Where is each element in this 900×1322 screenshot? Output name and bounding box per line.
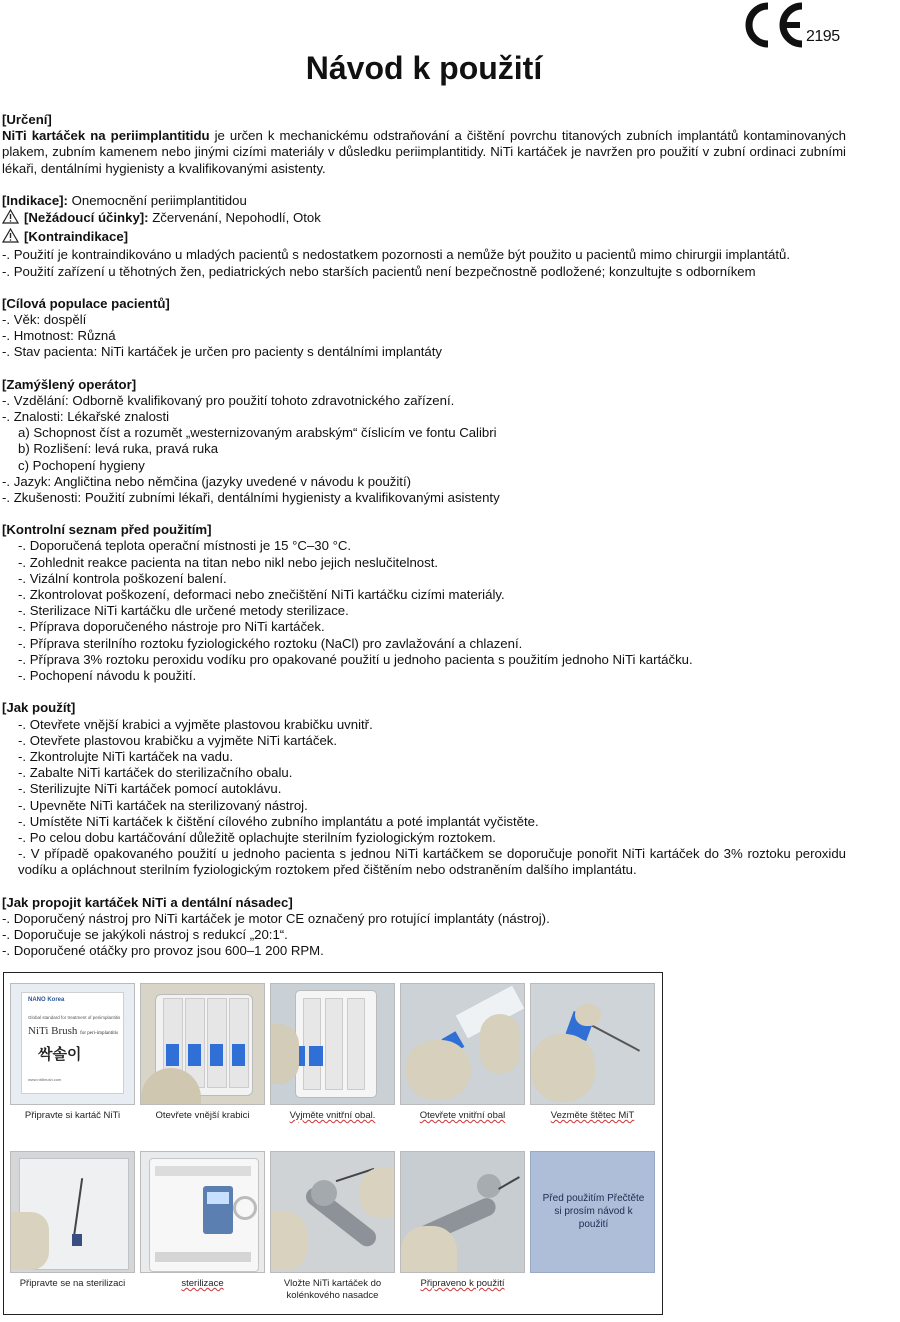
- indikace-label: [Indikace]:: [2, 192, 68, 208]
- step-cell: [270, 983, 395, 1122]
- list-item: -. Zkontrolujte NiTi kartáček na vadu.: [18, 748, 233, 764]
- step-cell: [400, 983, 525, 1122]
- section-heading-operator: [Zamýšlený operátor]: [2, 376, 137, 392]
- urceni-paragraph: [2, 128, 846, 177]
- kontraindikace-line: [2, 228, 846, 247]
- list-item: -. Umístěte NiTi kartáček k čištění cílového zubního implantátu a poté implantát vyčistěte.: [18, 813, 539, 829]
- indikace-line: [2, 193, 846, 209]
- warning-icon: [2, 228, 24, 247]
- list-item: -. Vizální kontrola poškození balení.: [18, 570, 227, 586]
- list-item: -. Příprava sterilního roztoku fyziologického roztoku (NaCl) pro zavlažování a chlazení.: [18, 635, 523, 651]
- step-cell: [270, 1151, 395, 1302]
- list-item: -. Doporučená teplota operační místnosti je 15 °C–30 °C.: [18, 538, 352, 554]
- box-korean: 싹솔이: [38, 1046, 82, 1063]
- list-item: -. Doporučuje se jakýkoli nástroj s redukcí „20:1“.: [2, 926, 288, 942]
- list-item: -. Zkušenosti: Použití zubními lékaři, dentálními hygienisty a kvalifikovanými asistenty: [2, 490, 500, 506]
- caption: Vezměte štětec MiT: [550, 1110, 635, 1121]
- urceni-lead: NiTi kartáček na periimplantitidu: [2, 128, 210, 144]
- section-heading-kontrolni: [Kontrolní seznam před použitím]: [2, 522, 212, 538]
- list-item: -. Sterilizujte NiTi kartáček pomocí autoklávu.: [18, 781, 282, 797]
- section-heading-urceni: [Určení]: [2, 112, 52, 127]
- list-item: -. Stav pacienta: NiTi kartáček je určen pro pacienty s dentálními implantáty: [2, 344, 443, 360]
- step-cell: [140, 1151, 265, 1290]
- list-item: -. Sterilizace NiTi kartáčku dle určené metody sterilizace.: [18, 603, 349, 619]
- indikace-text: Onemocnění periimplantitidou: [67, 192, 247, 208]
- list-item: -. Zabalte NiTi kartáček do sterilizačního obalu.: [18, 765, 293, 781]
- section-heading-jak: [Jak použít]: [2, 700, 76, 716]
- ce-number: 2195: [806, 28, 840, 45]
- caption: sterilizace: [181, 1278, 224, 1289]
- list-item: -. Po celou dobu kartáčování důležitě oplachujte sterilním fyziologickým roztokem.: [18, 829, 496, 845]
- warning-icon: [2, 209, 24, 228]
- instruction-photo-panel: [3, 972, 663, 1315]
- sub-item: c) Pochopení hygieny: [18, 457, 145, 473]
- box-sub: Global standard for treatment of periimplantitis: [28, 1015, 121, 1020]
- step-cell: [10, 1151, 135, 1290]
- caption: Otevřete vnitřní obal: [419, 1110, 506, 1121]
- open-box-photo: [140, 983, 265, 1105]
- open-inner-photo: [400, 983, 525, 1105]
- step-cell: [400, 1151, 525, 1290]
- list-item: -. Jazyk: Angličtina nebo němčina (jazyky uvedené v návodu k použití): [2, 473, 412, 489]
- kontraindikace-label: [Kontraindikace]: [24, 229, 129, 245]
- sub-item: b) Rozlišení: levá ruka, pravá ruka: [18, 441, 219, 457]
- nezadouci-line: [2, 209, 846, 228]
- list-item: -. Příprava doporučeného nástroje pro NiTi kartáček.: [18, 619, 325, 635]
- sub-item: a) Schopnost číst a rozumět „westernizovaným arabským“ číslicím ve fontu Calibri: [18, 425, 497, 441]
- nezadouci-label: [Nežádoucí účinky]:: [24, 210, 149, 226]
- caption: Připravte se na sterilizaci: [19, 1278, 126, 1289]
- list-item: -. Znalosti: Lékařské znalosti: [2, 409, 170, 425]
- section-heading-propojit: [Jak propojit kartáček NiTi a dentální násadec]: [2, 894, 293, 910]
- step-cell: [530, 983, 655, 1122]
- take-brush-photo: [530, 983, 655, 1105]
- section-heading-populace: [Cílová populace pacientů]: [2, 295, 170, 311]
- step-cell: [10, 983, 135, 1122]
- step-cell: [140, 983, 265, 1122]
- note-text: Před použitím Přečtěte si prosím návod k použití: [542, 1193, 645, 1230]
- caption: Připravte si kartáč NiTi: [24, 1110, 121, 1121]
- step-cell: [530, 1151, 655, 1273]
- caption: Otevřete vnější krabici: [155, 1110, 250, 1121]
- list-item: -. V případě opakovaného použití u jednoho pacienta s jednou NiTi kartáčkem se doporučuje ponořit NiTi kartáček do 3% roztoku peroxidu vodíku a opláchnout sterilním fyziologickým roztokem před čištěním nebo odstraněním dalšího implantátu.: [18, 846, 846, 878]
- urceni-text: je určen k mechanickému odstraňování a čištění povrchu titanových zubních implantátů kontaminovaných plakem, zubním kamenem nebo jinými cizími materiály v důsledku periimplantitidy. NiTi kartáček je navržen pro použití v zubní ordinaci zubními lékaři, dentálními hygienisty a kvalifikovanými asistenty.: [2, 128, 846, 176]
- document-body: [2, 112, 846, 959]
- list-item: -. Doporučený nástroj pro NiTi kartáček je motor CE označený pro rotující implantáty (nástroj).: [2, 910, 550, 926]
- ready-handpiece-photo: [400, 1151, 525, 1273]
- box-brand: NANO Korea: [28, 997, 65, 1003]
- page-title: Návod k použití: [305, 50, 543, 86]
- list-item: -. Otevřete vnější krabici a vyjměte plastovou krabičku uvnitř.: [18, 716, 373, 732]
- list-item: -. Otevřete plastovou krabičku a vyjměte NiTi kartáček.: [18, 732, 338, 748]
- nezadouci-text: Zčervenání, Nepohodlí, Otok: [148, 210, 321, 226]
- list-item: -. Pochopení návodu k použití.: [18, 668, 197, 684]
- inner-case-photo: [270, 983, 395, 1105]
- list-item: -. Věk: dospělí: [2, 312, 87, 328]
- list-item: -. Zkontrolovat poškození, deformaci nebo znečištění NiTi kartáčku cizími materiály.: [18, 587, 505, 603]
- read-instructions-note: [530, 1151, 655, 1273]
- list-item: -. Použití zařízení u těhotných žen, pediatrických nebo starších pacientů není bezpečnostně podložené; konzultujte s odborníkem: [2, 263, 756, 279]
- list-item: -. Příprava 3% roztoku peroxidu vodíku pro opakované použití u jednoho pacienta s použitím jednoho NiTi kartáčku.: [18, 651, 693, 667]
- box-title: NiTi Brush for peri-implantitis: [28, 1025, 119, 1037]
- caption: Vyjměte vnitřní obal.: [289, 1110, 376, 1121]
- sterilization-pouch-photo: [10, 1151, 135, 1273]
- attach-handpiece-photo: [270, 1151, 395, 1273]
- list-item: -. Hmotnost: Různá: [2, 328, 116, 344]
- product-box-photo: [10, 983, 135, 1105]
- caption: Vložte NiTi kartáček do kolénkového nasadce: [283, 1278, 382, 1301]
- list-item: -. Doporučené otáčky pro provoz jsou 600–1 200 RPM.: [2, 943, 324, 959]
- list-item: -. Upevněte NiTi kartáček na sterilizovaný nástroj.: [18, 797, 308, 813]
- list-item: -. Použití je kontraindikováno u mladých pacientů s nedostatkem pozornosti a nemůže být použito u pacientů mimo chirurgii implantátů.: [2, 247, 791, 263]
- list-item: -. Vzdělání: Odborně kvalifikovaný pro použití tohoto zdravotnického zařízení.: [2, 392, 455, 408]
- list-item: -. Zohlednit reakce pacienta na titan nebo nikl nebo jejich neslučitelnost.: [18, 554, 439, 570]
- autoclave-photo: [140, 1151, 265, 1273]
- box-web: www.nitibrush.com: [28, 1077, 62, 1082]
- caption: Připraveno k použití: [420, 1278, 505, 1289]
